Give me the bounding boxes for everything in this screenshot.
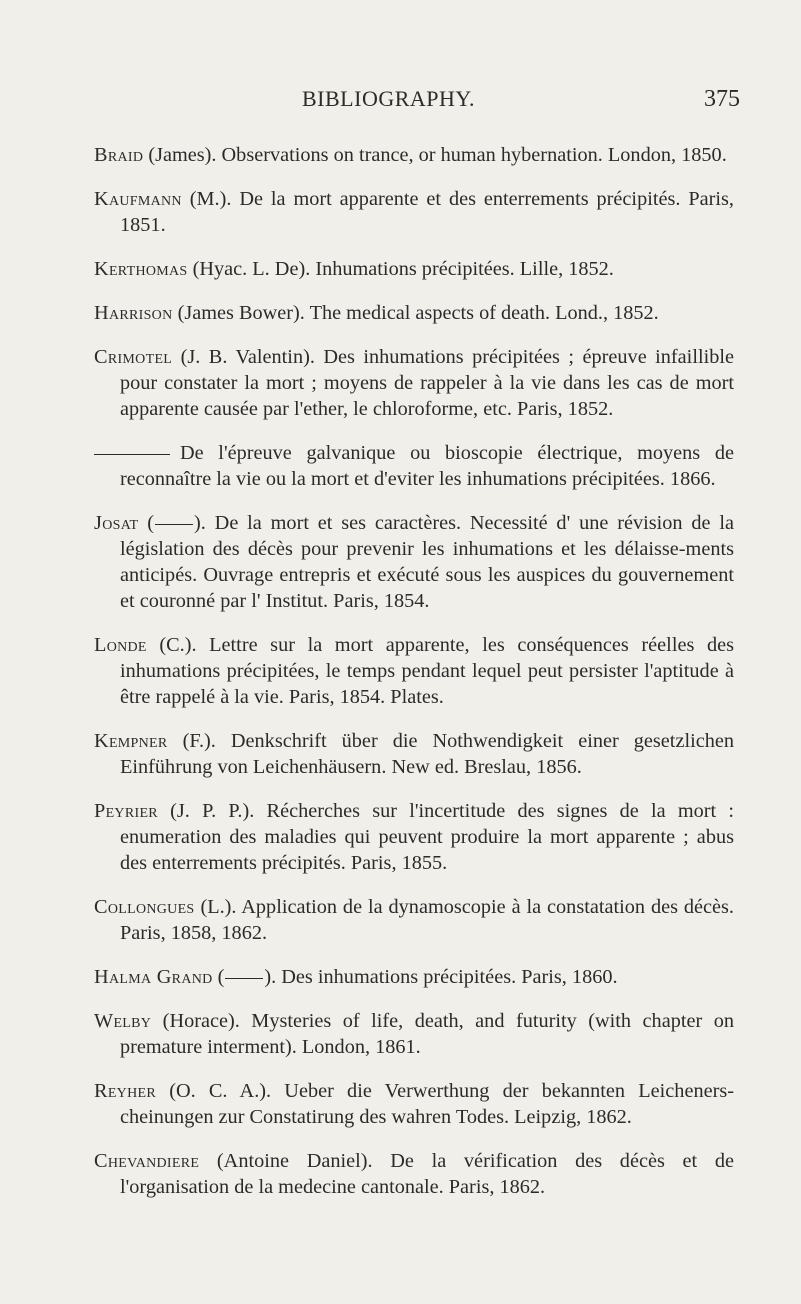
blank-dash [155,524,193,525]
entry-text: ). Des inhumations précipitées. Paris, 1860. [264,966,618,988]
entry-text: (O. C. A.). Ueber die Verwerthung der bekannten Leicheners-cheinungen zur Constatirung des wahren Todes. Leipzig, 1862. [120,1080,734,1128]
bibliography-entry [94,1148,734,1200]
entry-text: (M.). De la mort apparente et des enterrements précipités. Paris, 1851. [120,188,734,236]
entry-text: ). De la mort et ses caractères. Necessité d' une révision de la législation des décès pour prevenir les inhumations et les délaisse-ments anticipés. Ouvrage entrepris et exécuté sous les auspices du gouvernement et couronné par l' Institut. Paris, 1854. [120,512,735,612]
entry-text: (J. B. Valentin). Des inhumations précipitées ; épreuve infaillible pour constater la mort ; moyens de rappeler à la vie dans les cas de mort apparente causée par l'ether, le chloroforme, etc. Paris, 1852. [120,346,734,420]
bibliography-entry-ditto [94,440,734,492]
bibliography-entry [94,510,734,614]
bibliography-list [94,142,734,1218]
entry-author: Reyher [94,1080,156,1102]
entry-author: Chevandiere [94,1150,200,1172]
entry-author: Halma Grand [94,966,213,988]
entry-author: Josat [94,512,139,534]
entry-author: Kempner [94,730,168,752]
page-number: 375 [704,86,740,112]
running-head-title: BIBLIOGRAPHY. [302,86,475,111]
entry-author: Harrison [94,302,173,324]
entry-author: Braid [94,144,144,166]
entry-author: Kerthomas [94,258,188,280]
entry-text: (Horace). Mysteries of life, death, and futurity (with chapter on premature interment). London, 1861. [120,1010,734,1058]
entry-text: (Antoine Daniel). De la vérification des décès et de l'organisation de la medecine cantonale. Paris, 1862. [120,1150,734,1198]
bibliography-entry [94,798,734,876]
entry-author: Kaufmann [94,188,182,210]
bibliography-entry [94,894,734,946]
entry-text: De l'épreuve galvanique ou bioscopie électrique, moyens de reconnaître la vie ou la mort et d'eviter les inhumations précipitées. 1866. [120,442,734,490]
bibliography-entry [94,256,734,282]
bibliography-entry [94,300,734,326]
running-head [0,86,801,122]
entry-text: (James Bower). The medical aspects of death. Lond., 1852. [172,302,659,324]
bibliography-entry [94,344,734,422]
bibliography-entry [94,964,734,990]
entry-text: (J. P. P.). Récherches sur l'incertitude des signes de la mort : enumeration des maladies qui peuvent produire la mort apparente ; abus des enterrements précipités. Paris, 1855. [120,800,734,874]
entry-author: Peyrier [94,800,158,822]
entry-author: Londe [94,634,147,656]
entry-author: Collongues [94,896,195,918]
bibliography-entry [94,632,734,710]
entry-author: Crimotel [94,346,173,368]
entry-author: Welby [94,1010,152,1032]
entry-text: (James). Observations on trance, or human hybernation. London, 1850. [143,144,727,166]
bibliography-entry [94,728,734,780]
bibliography-entry [94,186,734,238]
bibliography-entry [94,142,734,168]
ditto-rule [94,454,170,455]
entry-text: (L.). Application de la dynamoscopie à la constatation des décès. Paris, 1858, 1862. [120,896,734,944]
entry-text-open: ( [138,512,155,534]
entry-text: (Hyac. L. De). Inhumations précipitées. Lille, 1852. [187,258,614,280]
entry-text: (C.). Lettre sur la mort apparente, les conséquences réelles des inhumations précipitées, le temps pendant lequel peut persister l'aptitude à être rappelé à la vie. Paris, 1854. Plates. [120,634,734,708]
bibliography-entry [94,1008,734,1060]
entry-text: (F.). Denkschrift über die Nothwendigkeit einer gesetzlichen Einführung von Leichenhäusern. New ed. Breslau, 1856. [120,730,734,778]
bibliography-entry [94,1078,734,1130]
blank-dash [225,978,263,979]
entry-text-open: ( [212,966,225,988]
